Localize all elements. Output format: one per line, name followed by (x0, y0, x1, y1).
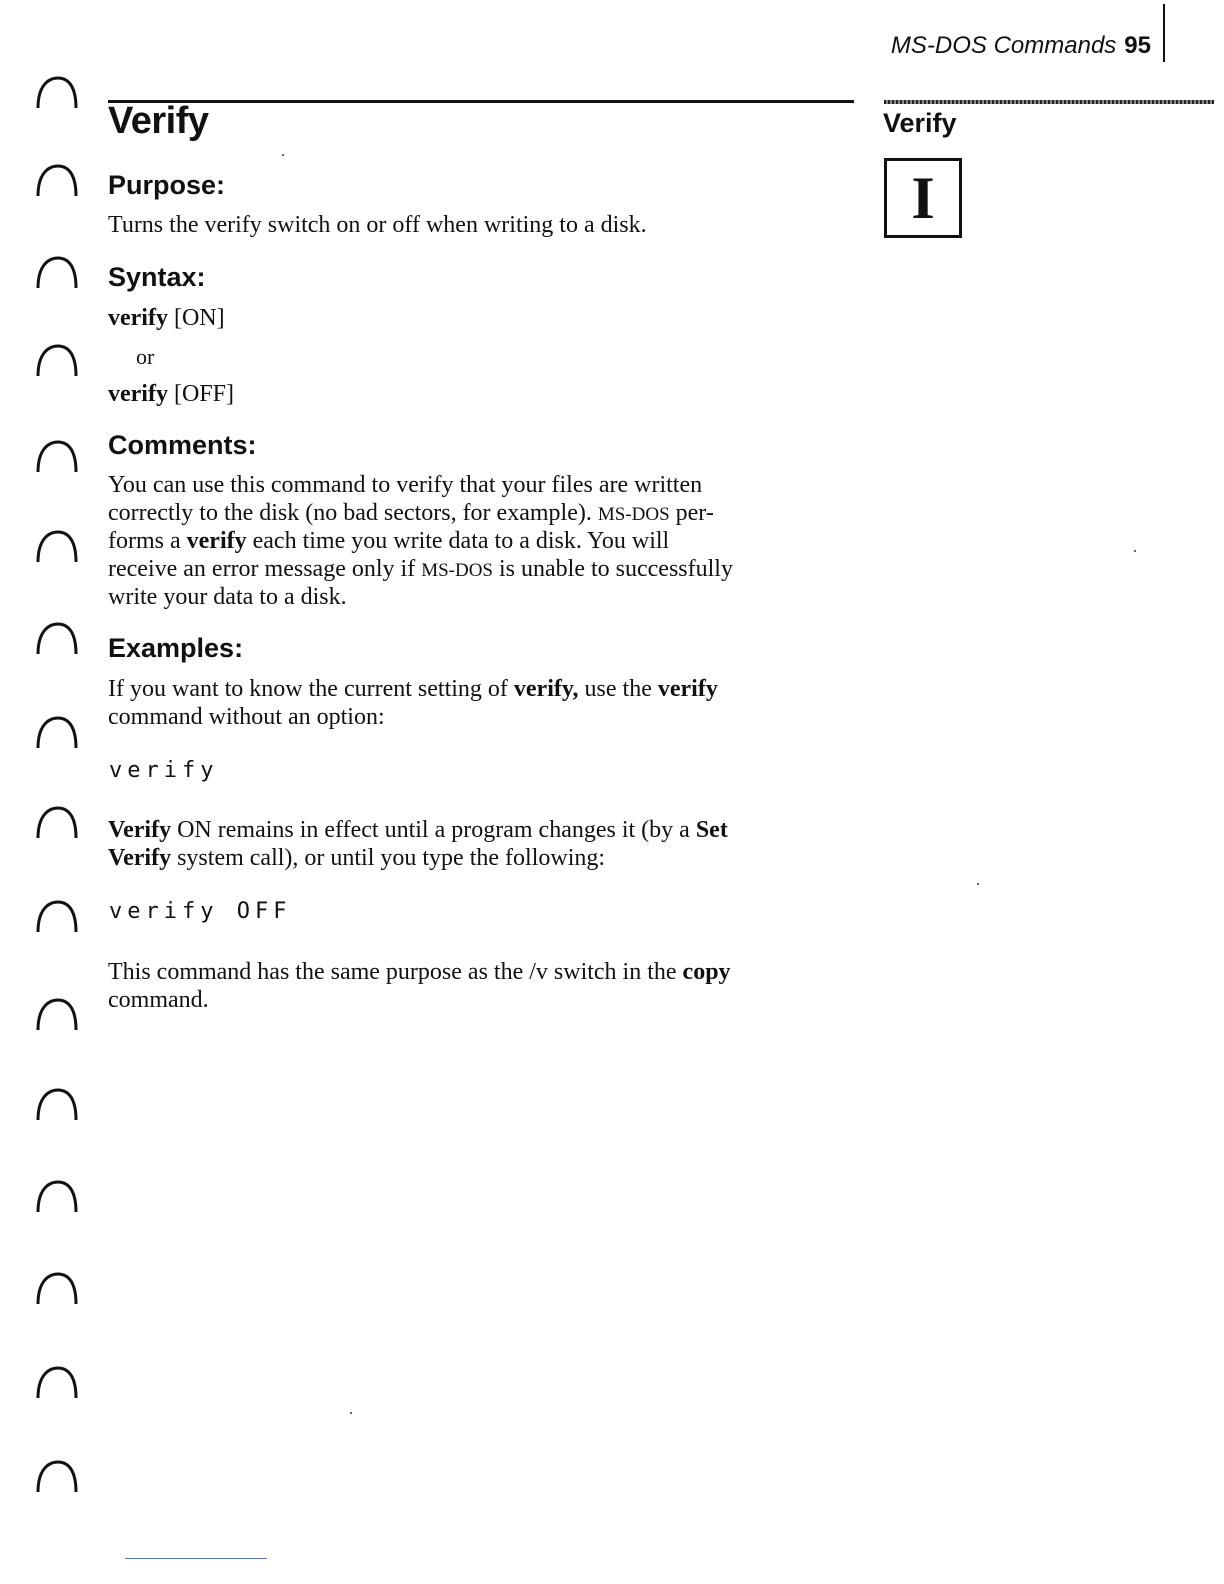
scan-speck (1134, 550, 1136, 552)
syntax-on (108, 305, 225, 332)
scan-speck (977, 883, 979, 885)
page-number: 95 (1124, 32, 1151, 59)
binder-hole-mark (34, 1362, 78, 1406)
examples-text: use the (578, 676, 658, 702)
examples-text: This command has the same purpose as the /v switch in the (108, 959, 683, 985)
comments-heading: Comments: (108, 430, 257, 460)
binder-hole-mark (34, 994, 78, 1038)
binder-hole-mark (34, 1084, 78, 1128)
header-bar (1163, 4, 1165, 62)
running-header (891, 32, 1151, 60)
syntax-cmd: verify (108, 305, 168, 331)
verify-term: verify, (513, 676, 579, 702)
binder-hole-mark (34, 526, 78, 570)
examples-line-1 (108, 676, 718, 703)
syntax-or: or (136, 344, 155, 369)
page-title: Verify (108, 100, 209, 142)
binder-hole-mark (34, 1176, 78, 1220)
examples-heading: Examples: (108, 633, 244, 663)
binder-hole-mark (34, 896, 78, 940)
scan-speck (282, 154, 284, 156)
comments-text: forms a (108, 528, 187, 554)
examples-line-2: command without an option: (108, 704, 385, 730)
code-example-2: verify OFF (109, 899, 292, 924)
verify-term: Verify (108, 817, 172, 843)
binder-hole-mark (34, 618, 78, 662)
set-term: Set (695, 817, 728, 843)
comments-line-5: write your data to a disk. (108, 584, 347, 610)
examples-line-5 (108, 959, 731, 986)
comments-text: per- (669, 500, 714, 526)
verify-term: verify (186, 528, 247, 554)
binder-hole-mark (34, 340, 78, 384)
binder-hole-mark (34, 160, 78, 204)
comments-line-1: You can use this command to verify that your files are written (108, 472, 703, 498)
syntax-cmd-2: verify (108, 381, 168, 407)
binder-hole-mark (34, 1456, 78, 1500)
comments-line-4 (108, 556, 733, 583)
binder-hole-mark (34, 802, 78, 846)
comments-text: is unable to successfully (493, 556, 733, 582)
comments-text: correctly to the disk (no bad sectors, for example). (108, 500, 598, 526)
title-rule (108, 100, 854, 103)
binder-hole-mark (34, 436, 78, 480)
examples-line-6: command. (108, 987, 209, 1013)
purpose-heading: Purpose: (108, 170, 226, 200)
section-tab: I (884, 158, 962, 238)
comments-line-2 (108, 500, 714, 527)
binder-hole-mark (34, 1268, 78, 1312)
code-example-1: verify (109, 758, 219, 783)
sidebar-title: Verify (883, 108, 957, 138)
examples-line-3 (108, 817, 728, 844)
msdos-term: MS-DOS (421, 560, 493, 581)
purpose-text: Turns the verify switch on or off when writing to a disk. (108, 212, 647, 238)
section-name: MS-DOS Commands (890, 32, 1117, 59)
binder-hole-mark (34, 252, 78, 296)
syntax-arg-off: [OFF] (173, 381, 234, 407)
syntax-off (108, 381, 234, 408)
examples-text: system call), or until you type the following: (171, 845, 606, 871)
sidebar-rule (884, 100, 1214, 104)
comments-text: receive an error message only if (108, 556, 422, 582)
examples-text: If you want to know the current setting of (108, 676, 514, 702)
verify-term: Verify (108, 845, 172, 871)
syntax-heading: Syntax: (108, 262, 206, 292)
examples-text: ON remains in effect until a program changes it (by a (171, 817, 696, 843)
binder-hole-mark (34, 72, 78, 116)
examples-line-4 (108, 845, 605, 872)
binder-hole-mark (34, 712, 78, 756)
msdos-term: MS-DOS (597, 504, 670, 525)
footer-line (125, 1558, 267, 1559)
copy-term: copy (682, 959, 731, 985)
comments-line-3 (108, 528, 669, 555)
verify-term: verify (657, 676, 718, 702)
syntax-arg-on: [ON] (173, 305, 225, 331)
comments-text: each time you write data to a disk. You will (246, 528, 670, 554)
scan-speck (350, 1412, 352, 1414)
